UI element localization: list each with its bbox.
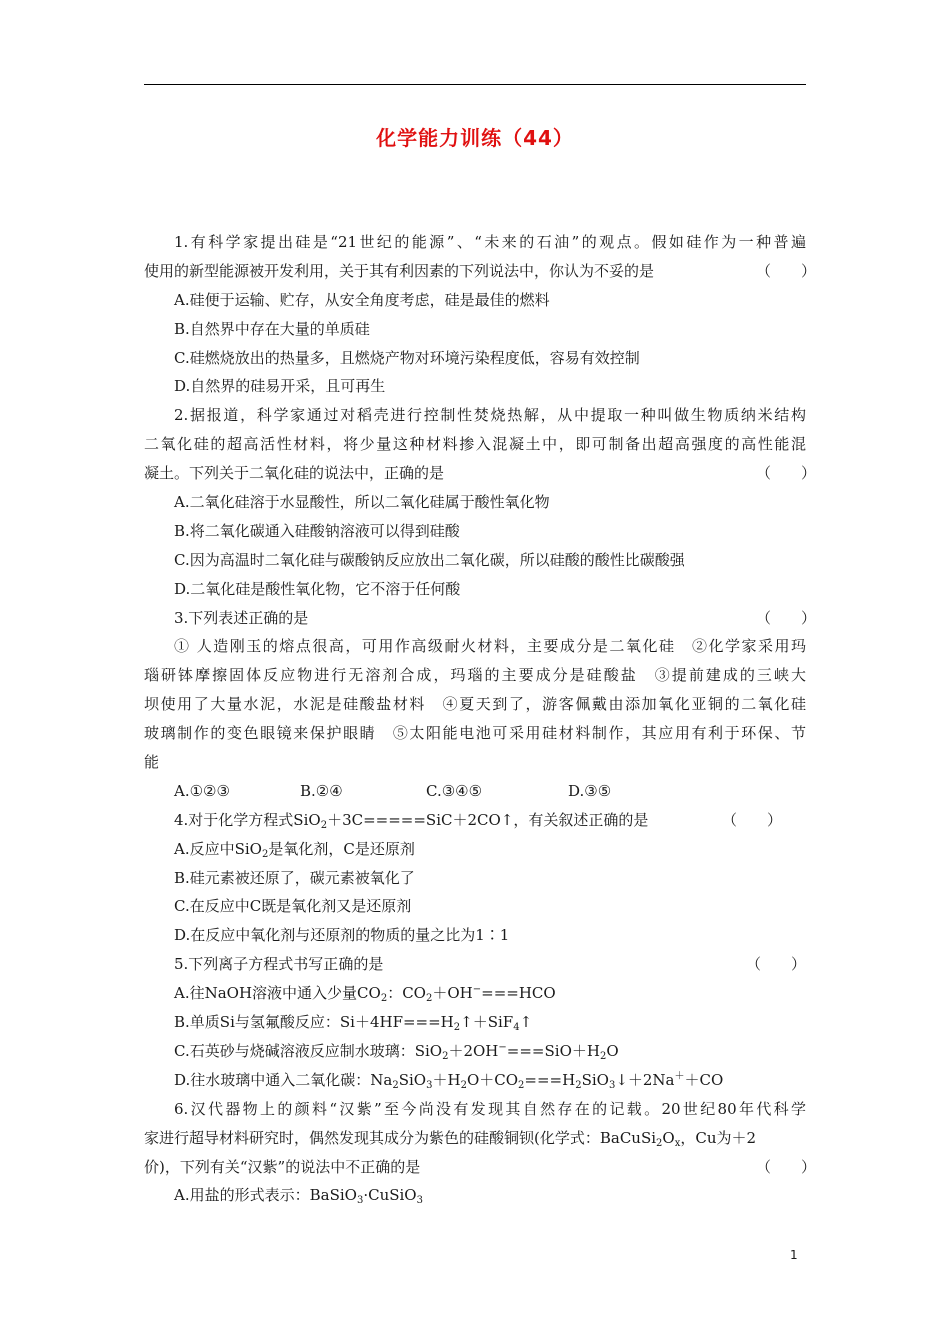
q3-option-b: B.②④	[300, 781, 343, 800]
q5-option-d: D.往水玻璃中通入二氧化碳：$Na_2SiO_3+H_2O+CO_2===H_2SiO_3↓+2Na^++CO$	[174, 1070, 724, 1091]
q5-option-a: A.往NaOH溶液中通入少量$CO_2$：$CO_2+OH^-===HCO$	[174, 984, 556, 1005]
q2-stem-line-1: 2.据报道，科学家通过对稻壳进行控制性焚烧热解，从中提取一种叫做生物质纳米结构	[174, 406, 806, 425]
q2-answer-paren: （ ）	[756, 464, 817, 483]
q4-option-b: B.硅元素被还原了，碳元素被氧化了	[174, 868, 415, 887]
q3-option-c: C.③④⑤	[426, 781, 483, 800]
q4-answer-paren: （ ）	[722, 810, 783, 829]
q4-option-a: A.反应中SiO$_2$是氧化剂，C是还原剂	[174, 839, 415, 860]
q3-option-d: D.③⑤	[568, 781, 612, 800]
q3-items-line-2: 瑙研钵摩擦固体反应物进行无溶剂合成，玛瑙的主要成分是硅酸盐 ③提前建成的三峡大	[144, 666, 806, 685]
q2-option-b: B.将二氧化碳通入硅酸钠溶液可以得到硅酸	[174, 521, 460, 540]
q3-items-line-1: ① 人造刚玉的熔点很高，可用作高级耐火材料，主要成分是二氧化硅 ②化学家采用玛	[174, 637, 806, 656]
question-content	[144, 228, 817, 1210]
q1-option-d: D.自然界的硅易开采，且可再生	[174, 377, 386, 396]
q2-option-d: D.二氧化硅是酸性氧化物，它不溶于任何酸	[174, 579, 461, 598]
q3-options	[144, 777, 806, 806]
page-number: 1	[790, 1248, 798, 1262]
q6-stem-line-1: 6.汉代器物上的颜料“汉紫”至今尚没有发现其自然存在的记载。20世纪80年代科学	[174, 1099, 806, 1118]
q3-items-line-4: 玻璃制作的变色眼镜来保护眼睛 ⑤太阳能电池可采用硅材料制作，其应用有利于环保、节	[144, 724, 806, 743]
q1-option-c: C.硅燃烧放出的热量多，且燃烧产物对环境污染程度低，容易有效控制	[174, 348, 640, 367]
q5-option-c: C.石英砂与烧碱溶液反应制水玻璃：$SiO_2+2OH^-===SiO+H_2O$	[174, 1041, 619, 1062]
q5-answer-paren: （ ）	[746, 955, 807, 974]
q6-stem-line-3: 价)，下列有关“汉紫”的说法中不正确的是 （ ）	[144, 1153, 806, 1182]
q3-answer-paren: （ ）	[756, 608, 817, 627]
q2-stem-line-2: 二氧化硅的超高活性材料，将少量这种材料掺入混凝土中，即可制备出超高强度的高性能混	[144, 435, 806, 454]
q1-option-b: B.自然界中存在大量的单质硅	[174, 319, 370, 338]
q2-stem-line-3: 凝土。下列关于二氧化硅的说法中，正确的是 （ ）	[144, 459, 806, 488]
q1-answer-paren: （ ）	[756, 261, 817, 280]
q2-option-a: A.二氧化硅溶于水显酸性，所以二氧化硅属于酸性氧化物	[174, 493, 550, 512]
q5-option-b: B.单质Si与氢氟酸反应：$Si+4HF===H_2↑+SiF_4↑$	[174, 1013, 533, 1034]
q1-option-a: A.硅便于运输、贮存，从安全角度考虑，硅是最佳的燃料	[174, 290, 550, 309]
q2-option-c: C.因为高温时二氧化硅与碳酸钠反应放出二氧化碳，所以硅酸的酸性比碳酸强	[174, 550, 685, 569]
q5-stem: 5.下列离子方程式书写正确的是 （ ）	[144, 950, 806, 979]
q1-stem-line-2: 使用的新型能源被开发利用，关于其有利因素的下列说法中，你认为不妥的是 （ ）	[144, 257, 806, 286]
q6-answer-paren: （ ）	[756, 1157, 817, 1176]
q6-option-a: A.用盐的形式表示：BaSiO$_3$·CuSiO$_3$	[174, 1186, 423, 1207]
q4-option-c: C.在反应中C既是氧化剂又是还原剂	[174, 897, 412, 916]
q6-stem-line-2: 家进行超导材料研究时，偶然发现其成分为紫色的硅酸铜钡(化学式：$BaCuSi_2O_x$，Cu为＋2	[144, 1128, 757, 1149]
page-title: 化学能力训练（44）	[376, 126, 574, 150]
q4-option-d: D.在反应中氧化剂与还原剂的物质的量之比为1∶1	[174, 926, 510, 945]
q3-option-a: A.①②③	[174, 781, 230, 800]
header-rule	[144, 84, 806, 85]
q4-stem: 4.对于化学方程式SiO$_2$＋3C=====SiC＋2CO↑，有关叙述正确的是 （ ）	[144, 806, 806, 835]
q3-items-line-3: 坝使用了大量水泥，水泥是硅酸盐材料 ④夏天到了，游客佩戴由添加氧化亚铜的二氧化硅	[144, 695, 806, 714]
q3-stem: 3.下列表述正确的是 （ ）	[144, 604, 806, 633]
q3-items-line-5: 能	[144, 753, 160, 772]
q1-stem-line-1: 1.有科学家提出硅是“21世纪的能源”、“未来的石油”的观点。假如硅作为一种普遍	[174, 233, 806, 251]
